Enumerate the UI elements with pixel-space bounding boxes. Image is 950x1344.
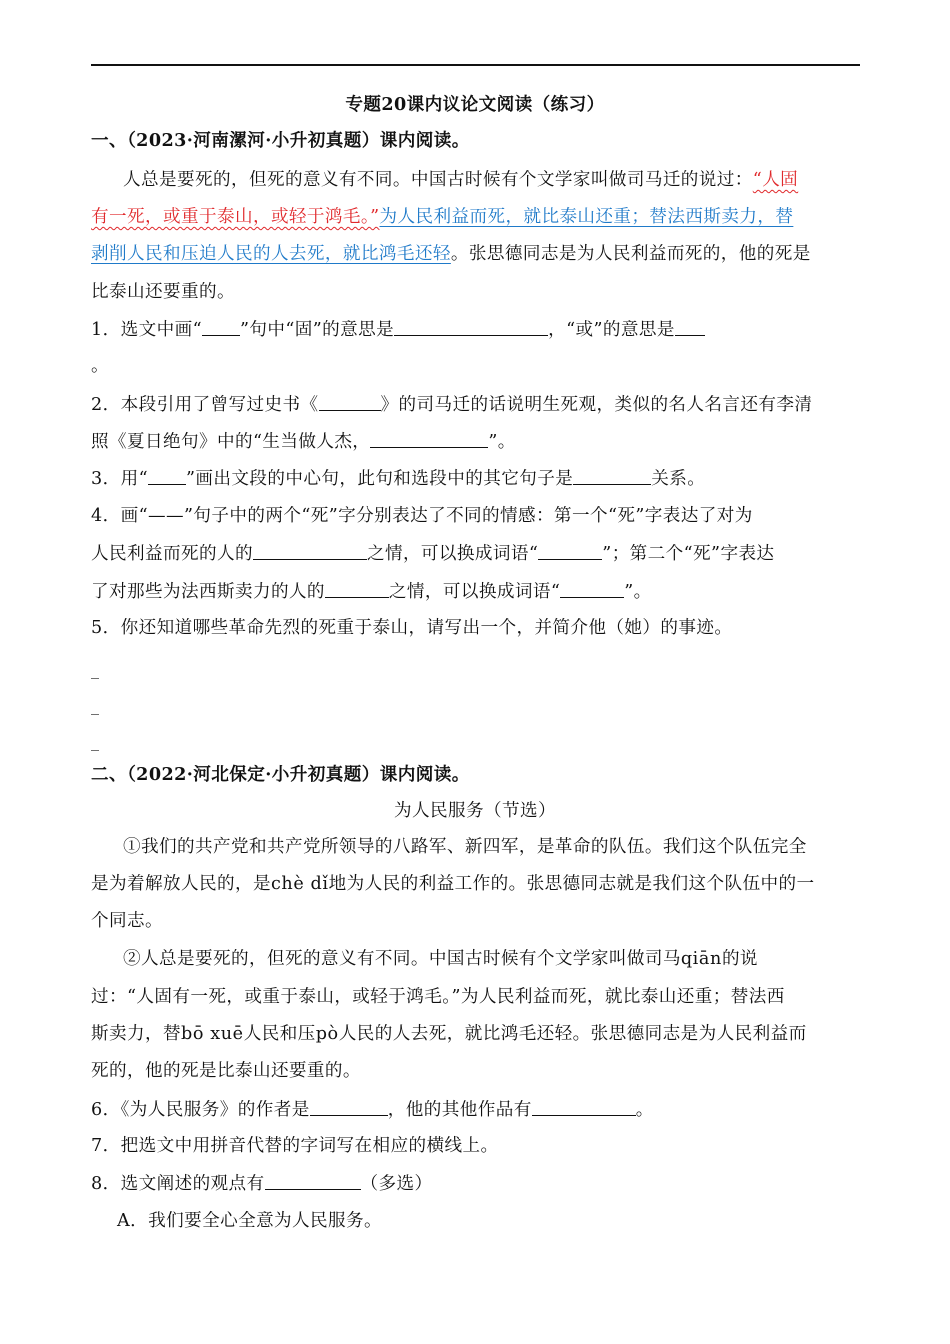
answer-blank[interactable] (253, 541, 367, 560)
option-a[interactable]: A．我们要全心全意为人民服务。 (117, 1211, 383, 1231)
passage2-title: 为人民服务（节选） (394, 801, 556, 821)
answer-line-mark[interactable]: _ (91, 660, 99, 679)
passage2-p1-line3: 个同志。 (91, 911, 163, 931)
question-6: 6．《为人民服务》的作者是 ，他的其他作品有 。 (91, 1097, 654, 1122)
answer-blank[interactable] (370, 429, 488, 448)
answer-blank[interactable] (573, 466, 651, 485)
sentence-underlined-blue: 为人民利益而死，就比泰山还重；替法西斯卖力，替 (379, 207, 794, 227)
answer-blank[interactable] (538, 541, 602, 560)
pinyin: bō xuē (180, 1024, 244, 1044)
answer-line-mark[interactable]: _ (91, 696, 99, 715)
header-rule (91, 64, 860, 66)
answer-blank[interactable] (675, 317, 705, 336)
passage1-line1 (123, 168, 798, 192)
answer-blank[interactable] (394, 317, 548, 336)
question-1-end: 。 (91, 356, 109, 376)
passage2-p2-line3: 斯卖力，替bō xuē人民和压pò人民的人去死，就比鸿毛还轻。张思德同志是为人民利益而 (91, 1024, 807, 1044)
question-1: 1．选文中画“ ”句中“固”的意思是 ，“或”的意思是 (91, 317, 705, 342)
quote-underlined-red: 有一死，或重于泰山，或轻于鸿毛。” (91, 207, 380, 227)
answer-blank[interactable] (310, 1097, 388, 1116)
passage2-p1-line2: 是为着解放人民的，是chè dǐ地为人民的利益工作的。张思德同志就是我们这个队伍中的一 (91, 874, 815, 894)
answer-blank[interactable] (148, 466, 186, 485)
section2-heading: 二、（2022·河北保定·小升初真题）课内阅读。 (91, 764, 470, 785)
section1-heading: 一、（2023·河南漯河·小升初真题）课内阅读。 (91, 130, 470, 151)
pinyin: qiān (680, 949, 722, 969)
answer-blank[interactable] (319, 392, 381, 411)
answer-blank[interactable] (560, 579, 624, 598)
question-8: 8．选文阐述的观点有 （多选） (91, 1171, 433, 1196)
answer-blank[interactable] (325, 579, 389, 598)
answer-line-mark[interactable]: _ (91, 732, 99, 751)
passage1-line4: 比泰山还要重的。 (91, 282, 235, 302)
passage2-p2-line4: 死的，他的死是比泰山还要重的。 (91, 1061, 361, 1081)
passage1-line2 (91, 205, 793, 229)
passage2-p2-line1: ②人总是要死的，但死的意义有不同。中国古时候有个文学家叫做司马qiān的说 (123, 949, 758, 969)
passage1-line3 (91, 242, 811, 266)
question-2-cont: 照《夏日绝句》中的“生当做人杰， ”。 (91, 429, 516, 454)
pinyin: pò (315, 1024, 339, 1044)
page-title: 专题20课内议论文阅读（练习） (345, 94, 605, 115)
passage1-text: 。张思德同志是为人民利益而死的，他的死是 (450, 244, 811, 264)
question-4-cont2: 了对那些为法西斯卖力的人的 之情，可以换成词语“ ”。 (91, 579, 652, 604)
question-5: 5．你还知道哪些革命先烈的死重于泰山，请写出一个，并简介他（她）的事迹。 (91, 618, 733, 638)
passage1-text: 人总是要死的，但死的意义有不同。中国古时候有个文学家叫做司马迁的说过： (123, 170, 753, 190)
passage2-p2-line2: 过：“人固有一死，或重于泰山，或轻于鸿毛。”为人民利益而死，就比泰山还重；替法西 (91, 987, 785, 1007)
pinyin: chè dǐ (270, 874, 329, 894)
question-3: 3．用“ ”画出文段的中心句，此句和选段中的其它句子是 关系。 (91, 466, 705, 491)
question-7: 7．把选文中用拼音代替的字词写在相应的横线上。 (91, 1136, 499, 1156)
question-2: 2．本段引用了曾写过史书《 》的司马迁的话说明生死观，类似的名人名言还有李清 (91, 392, 812, 417)
answer-blank[interactable] (532, 1097, 636, 1116)
question-4-cont1: 人民利益而死的人的 之情，可以换成词语“ ”；第二个“死”字表达 (91, 541, 774, 566)
sentence-underlined-blue: 剥削人民和压迫人民的人去死，就比鸿毛还轻 (91, 244, 451, 264)
answer-blank[interactable] (265, 1171, 361, 1190)
question-4: 4．画“——”句子中的两个“死”字分别表达了不同的情感：第一个“死”字表达了对为 (91, 506, 753, 526)
answer-blank[interactable] (202, 317, 240, 336)
passage2-p1-line1: ①我们的共产党和共产党所领导的八路军、新四军，是革命的队伍。我们这个队伍完全 (123, 837, 807, 857)
quote-underlined-red: “人固 (752, 170, 799, 190)
